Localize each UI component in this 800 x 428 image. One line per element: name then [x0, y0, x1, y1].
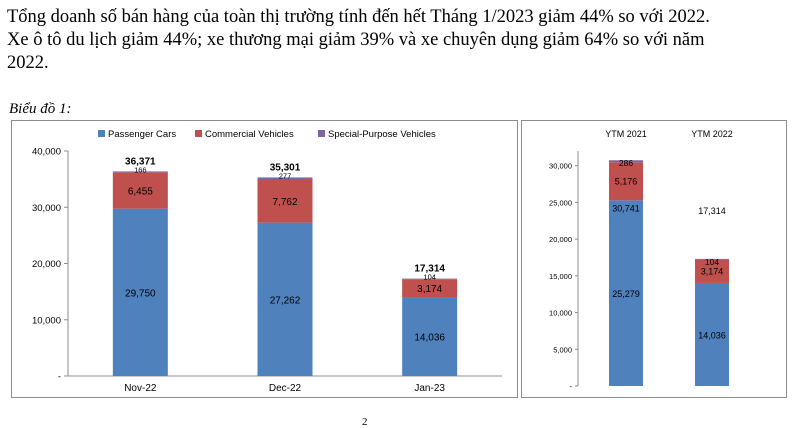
legend-swatch-special — [318, 130, 325, 137]
monthly-sales-chart-panel — [11, 120, 518, 398]
data-label-commercial: 6,455 — [127, 186, 153, 198]
y-tick-label: 10,000 — [549, 308, 572, 318]
data-label-total: 36,371 — [125, 156, 156, 168]
data-label-special: 104 — [423, 272, 436, 282]
legend-label-passenger: Passenger Cars — [108, 129, 177, 140]
legend-label-commercial: Commercial Vehicles — [205, 129, 294, 140]
y-tick-label: - — [57, 371, 61, 383]
data-label-commercial: 3,174 — [700, 266, 724, 277]
legend-label-special: Special-Purpose Vehicles — [328, 129, 436, 140]
page-number: 2 — [362, 416, 368, 428]
data-label-total: 17,314 — [698, 206, 726, 216]
y-tick-label: 5,000 — [553, 345, 572, 355]
data-label-passenger: 14,036 — [414, 332, 445, 344]
data-label-special: 277 — [278, 171, 292, 181]
x-category-label: YTM 2021 — [605, 129, 647, 139]
data-label-passenger: 25,279 — [612, 289, 640, 300]
data-label-commercial: 7,762 — [272, 196, 298, 208]
data-label-total: 30,741 — [612, 203, 640, 214]
data-label-commercial: 5,176 — [614, 176, 638, 187]
y-tick-label: 30,000 — [549, 161, 572, 171]
x-category-label: YTM 2022 — [691, 129, 733, 139]
text-line-1: Tổng doanh số bán hàng của toàn thị trường tính đến hết Tháng 1/2023 giảm 44% so với 2022. — [7, 7, 710, 27]
data-label-special: 104 — [704, 256, 720, 267]
data-label-passenger: 27,262 — [269, 295, 301, 307]
data-label-total: 35,301 — [269, 162, 301, 174]
text-line-2: Xe ô tô du lịch giảm 44%; xe thương mại giảm 39% và xe chuyên dụng giảm 64% so với năm — [7, 30, 705, 50]
text-line-3: 2022. — [7, 53, 49, 73]
chart-caption: Biểu đồ 1: — [9, 101, 72, 117]
y-tick-label: 40,000 — [31, 146, 61, 158]
data-label-passenger: 14,036 — [698, 330, 726, 341]
y-tick-label: 10,000 — [31, 315, 61, 327]
x-category-label: Dec-22 — [268, 383, 302, 394]
y-tick-label: 25,000 — [549, 198, 572, 208]
data-label-commercial: 3,174 — [417, 284, 443, 296]
x-category-label: Nov-22 — [124, 383, 157, 394]
intro-paragraph — [7, 6, 787, 75]
ytm-sales-chart-panel — [521, 120, 787, 398]
monthly-sales-chart — [12, 121, 517, 397]
legend-swatch-passenger — [98, 130, 105, 137]
y-tick-label: 20,000 — [549, 235, 572, 245]
y-tick-label: 30,000 — [31, 202, 61, 214]
y-tick-label: 20,000 — [31, 259, 61, 270]
x-category-label: Jan-23 — [414, 383, 445, 394]
y-tick-label: 15,000 — [549, 271, 572, 281]
y-tick-label: - — [569, 382, 572, 391]
data-label-special: 286 — [618, 158, 634, 169]
ytm-sales-chart — [522, 121, 786, 397]
data-label-passenger: 29,750 — [125, 288, 156, 300]
data-label-special: 166 — [134, 165, 147, 175]
data-label-total: 17,314 — [414, 263, 445, 275]
legend-swatch-commercial — [195, 130, 202, 137]
